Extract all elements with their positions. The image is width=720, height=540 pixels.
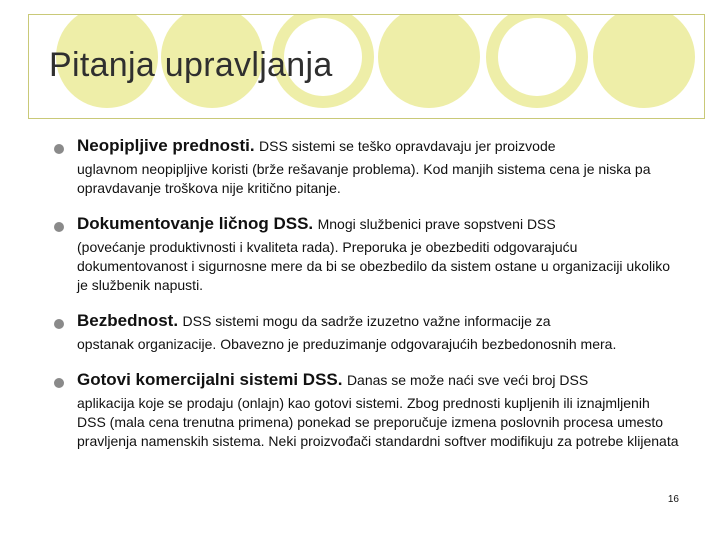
deco-circle [378, 15, 480, 108]
bullet-icon [54, 144, 64, 154]
bullet-icon [54, 222, 64, 232]
bullet-text: uglavnom neopipljive koristi (brže rešavanje problema). Kod manjih sistema cena je niska pa opravdavanje troškova nije kritično pitanje. [77, 161, 651, 196]
bullet-lead: Dokumentovanje ličnog DSS. [77, 214, 314, 233]
bullet-lead: Neopipljive prednosti. [77, 136, 255, 155]
deco-circle-inner [498, 18, 576, 96]
bullet-intro: Danas se može naći sve veći broj DSS [346, 372, 589, 388]
bullet-text: aplikacija koje se prodaju (onlajn) kao gotovi sistemi. Zbog prednosti kupljenih ili iznajmljenih DSS (mala cena trenutna primena) ponekad se preporučuje izmena poslovnih procesa umesto pravljenja namenskih sistema. Neki proizvođači standardni softver modifikuju za potrebe klijenata [77, 395, 679, 449]
deco-circle [593, 15, 695, 108]
list-item [52, 309, 682, 354]
bullet-first-line [77, 212, 682, 237]
bullet-text: (povećanje produktivnosti i kvaliteta rada). Preporuka je obezbediti odgovarajuću dokumentovanost i sigurnosne mere da bi se obezbedilo da sistem ostane u organizaciji ukoliko je službenik napusti. [77, 239, 671, 293]
bullet-intro: DSS sistemi mogu da sadrže izuzetno važne informacije za [182, 313, 551, 329]
bullet-icon [54, 319, 64, 329]
list-item [52, 134, 682, 198]
bullet-text: opstanak organizacije. Obavezno je preduzimanje odgovarajućih bezbedonosnih mera. [77, 336, 617, 352]
bullet-first-line [77, 309, 682, 334]
bullet-list [52, 134, 682, 465]
bullet-lead: Gotovi komercijalni sistemi DSS. [77, 370, 343, 389]
list-item [52, 368, 682, 451]
title-banner [28, 14, 705, 119]
page-number: 16 [667, 494, 679, 505]
bullet-first-line [77, 134, 682, 159]
bullet-intro: DSS sistemi se teško opravdavaju jer proizvode [259, 138, 556, 154]
bullet-lead: Bezbednost. [77, 311, 179, 330]
bullet-first-line [77, 368, 682, 393]
list-item [52, 212, 682, 295]
bullet-icon [54, 378, 64, 388]
page-title: Pitanja upravljanja [49, 46, 333, 84]
bullet-intro: Mnogi službenici prave sopstveni DSS [317, 216, 556, 232]
